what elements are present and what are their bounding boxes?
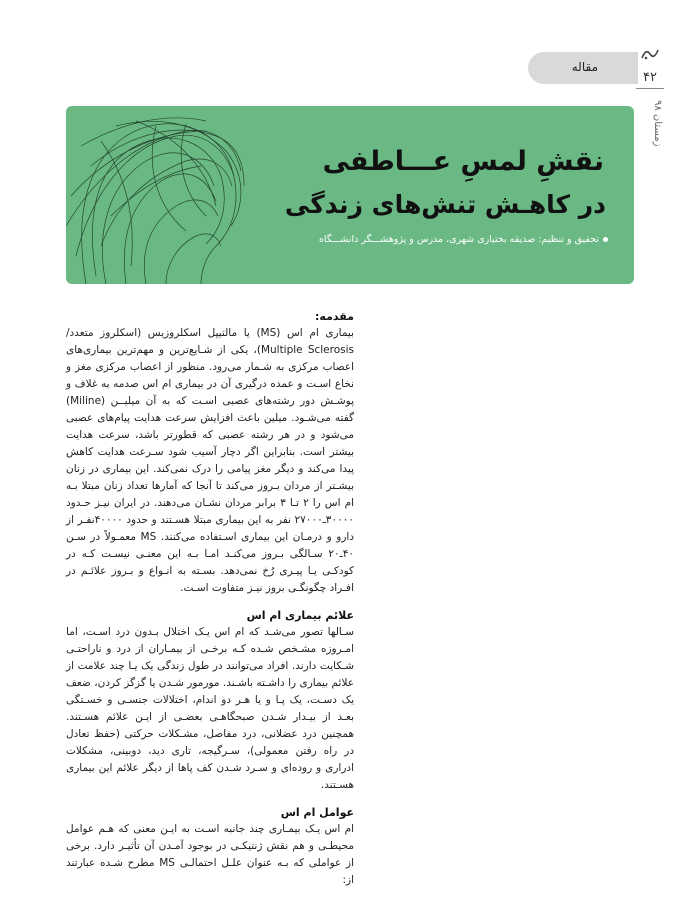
intro-paragraph: بیماری ام اس (MS) یا مالتیپل اسکلروزیس (اسکلروز متعدد/ Multiple Sclerosis)، یکی از شـایع‌ترین و مهم‌ترین بیماری‌های اعصاب مرکزی به شـمار می‌رود. منظور از اعصاب مرکزی مغز و نخاع اسـت و عمده درگیری آن در بیماری ام اس صدمه به غلاف و پوشـش دور رشته‌های عصبی اسـت که به آن میلیــن (Miline) گفته می‌شـود. میلین باعث افزایش سرعت هدایت پیام‌های عصبی می‌شود و در هر رشته عصبی که قطورتر باشد، سرعت هدایت بیشتر است. بنابراین اگر دچار آسیب شود سـرعت هدایت کاهش پیدا می‌کند و دیگر مغز پیامی را درک نمی‌کند. این بیماری در زنان بیشـتر از مردان بـروز می‌کند تا آنجا که آمارها تعداد زنان مبتلا بـه ام اس را ۲ تـا ۳ برابر مردان نشـان می‌دهند. در ایران نیـز حـدود ۳۰۰۰۰ـ۲۷۰۰۰ نفر به این بیماری مبتلا هسـتند و حدود ۴۰۰۰۰نفـر از دارو و درمـان این بیماری اسـتفاده می‌کنند. MS معمـولاً در سـن ۴۰ـ۲۰ سـالگی بـروز می‌کنـد امـا بـه این معنـی نیسـت کـه در کودکـی یـا پیـری رُخ نمی‌دهد. بسـته به انـواع و بـروز علائـم در افـراد چگونگـی بروز نیـز متفاوت اسـت.	[66, 327, 355, 594]
intro-heading: مقدمه:	[315, 310, 354, 323]
article-body-column	[66, 308, 354, 889]
section-tab	[528, 52, 638, 84]
article-title-line-2: در کاهـش تنش‌های زندگی	[284, 190, 606, 219]
issue-season: زمستان ۹۸	[652, 100, 663, 147]
symptoms-paragraph: سـالها تصور می‌شـد که ام اس یـک اختلال بـدون درد اسـت، اما امـروزه مشـخص شـده کـه برخـی از بیمـاران از درد و ناراحتـی شـکایت دارند. افراد می‌توانند در طول زندگی یک یـا چند علامت از علائم بیماری را داشـته باشـند. مورمور شـدن یا گزگز کردن، ضعف یک دسـت، یک پـا و یا هـر دو اندام، اختلالات جنسـی و خسـتگی بعـد از بیـدار شـدن صبحگاهـی بعضـی از ایـن علائم هسـتند. همچنین درد عضلانی، درد مفاصل، مشـکلات حرکتی (حفظ تعادل در راه رفتن معمولی)، سـرگیجه، تاری دید، دوبینی، مشکلات ادراری و روده‌ای و سـرد شـدن کف پاها از دیگر علائم این بیماری هسـتند.	[66, 626, 354, 791]
factors-heading: عوامل ام اس	[280, 806, 354, 819]
byline-text: تحقیق و تنظیم: صدیقه بختیاری شهری، مدرس و پژوهشـــگر دانشـــگاه	[318, 234, 599, 245]
factors-paragraph: ام اس یـک بیمـاری چند جانبه اسـت به ایـن معنی که هـم عوامل محیطـی و هم نقش ژنتیکـی در بوجود آمـدن آن تأثیـر دارد. برخی از عواملی که بـه عنوان علـل احتمالـی MS مطرح شـده عبارتند از:	[66, 823, 354, 886]
wire-head-illustration	[66, 106, 266, 284]
symptoms-heading: علائم بیماری ام اس	[246, 609, 354, 622]
bullet-icon	[603, 237, 608, 242]
magazine-logo-icon	[640, 46, 660, 62]
article-title-line-1: نقشِ لمسِ عـــاطفی	[322, 146, 604, 177]
section-label: مقاله	[571, 60, 598, 74]
article-hero	[66, 106, 634, 284]
page-number: ۴۲	[636, 70, 664, 89]
article-byline	[319, 234, 608, 245]
